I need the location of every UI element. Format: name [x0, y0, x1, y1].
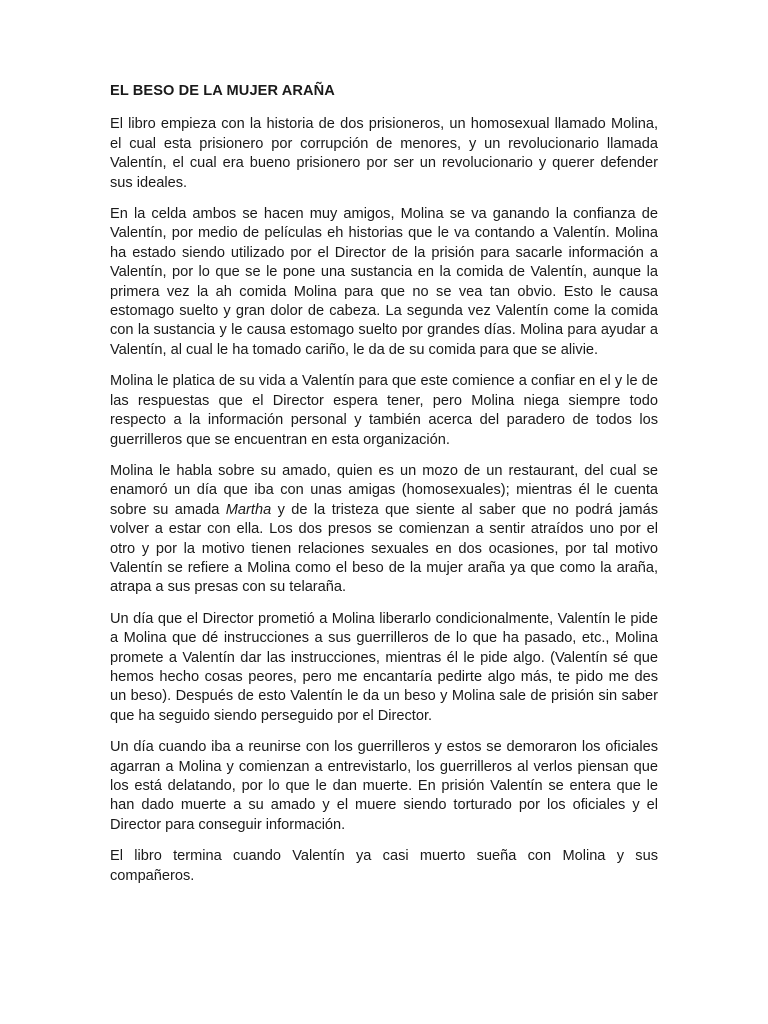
paragraph-4-text-before: Molina le habla sobre su amado, quien es un mozo de un restaurant, del cual se enamoró un día que iba con unas amigas (homosexuales); mientras él le cuenta sobre su amada: [110, 462, 658, 518]
paragraph-3: Molina le platica de su vida a Valentín para que este comience a confiar en el y le de las respuestas que el Director espera tener, pero Molina niega siempre todo respecto a la información personal y también acerca del paradero de todos los guerrilleros que se encuentran en esta organización.: [110, 373, 658, 448]
paragraph-7: El libro termina cuando Valentín ya casi muerto sueña con Molina y sus compañeros.: [110, 848, 658, 884]
paragraph-4: [110, 462, 658, 598]
paragraph-6: Un día cuando iba a reunirse con los guerrilleros y estos se demoraron los oficiales agarran a Molina y comienzan a entrevistarlo, los guerrilleros al verlos piensan que los está delatando, por lo que le dan muerte. En prisión Valentín se entera que le han dado muerte a su amado y el muere siendo torturado por los oficiales y el Director para conseguir información.: [110, 739, 658, 833]
paragraph-1: El libro empieza con la historia de dos prisioneros, un homosexual llamado Molina, el cual esta prisionero por corrupción de menores, y un revolucionario llamada Valentín, el cual era bueno prisionero por ser un revolucionario y querer defender sus ideales.: [110, 116, 658, 191]
document-title: EL BESO DE LA MUJER ARAÑA: [110, 83, 335, 99]
paragraph-5: Un día que el Director prometió a Molina liberarlo condicionalmente, Valentín le pide a Molina que dé instrucciones a sus guerrilleros de lo que ha pasado, etc., Molina promete a Valentín dar las instrucciones, mientras él le pide algo. (Valentín sé que hemos hecho cosas peores, pero me encantaría pedirte algo más, te pido me des un beso). Después de esto Valentín le da un beso y Molina sale de prisión sin saber que ha seguido siendo perseguido por el Director.: [110, 610, 658, 724]
paragraph-2: En la celda ambos se hacen muy amigos, Molina se va ganando la confianza de Valentín, por medio de películas eh historias que le va contando a Valentín. Molina ha estado siendo utilizado por el Director de la prisión para sacarle información a Valentín, por lo que se le pone una sustancia en la comida de Valentín, aunque la primera vez la ah comida Molina para que no se vea tan obvio. Esto le causa estomago suelto y gran dolor de cabeza. La segunda vez Valentín come la comida con la sustancia y le causa estomago suelto por grandes días. Molina para ayudar a Valentín, al cual le ha tomado cariño, le da de su comida para que se alivie.: [110, 206, 658, 358]
document-page: [110, 82, 658, 898]
paragraph-4-italic-name: Martha: [225, 501, 272, 518]
paragraph-4-text-after: y de la tristeza que siente al saber que no podrá jamás volver a estar con ella. Los dos presos se comienzan a sentir atraídos uno por el otro y por la motivo tienen relaciones sexuales en dos ocasiones, por tal motivo Valentín se refiere a Molina como el beso de la mujer araña ya que como la araña, atrapa a sus presas con su telaraña.: [110, 501, 658, 596]
